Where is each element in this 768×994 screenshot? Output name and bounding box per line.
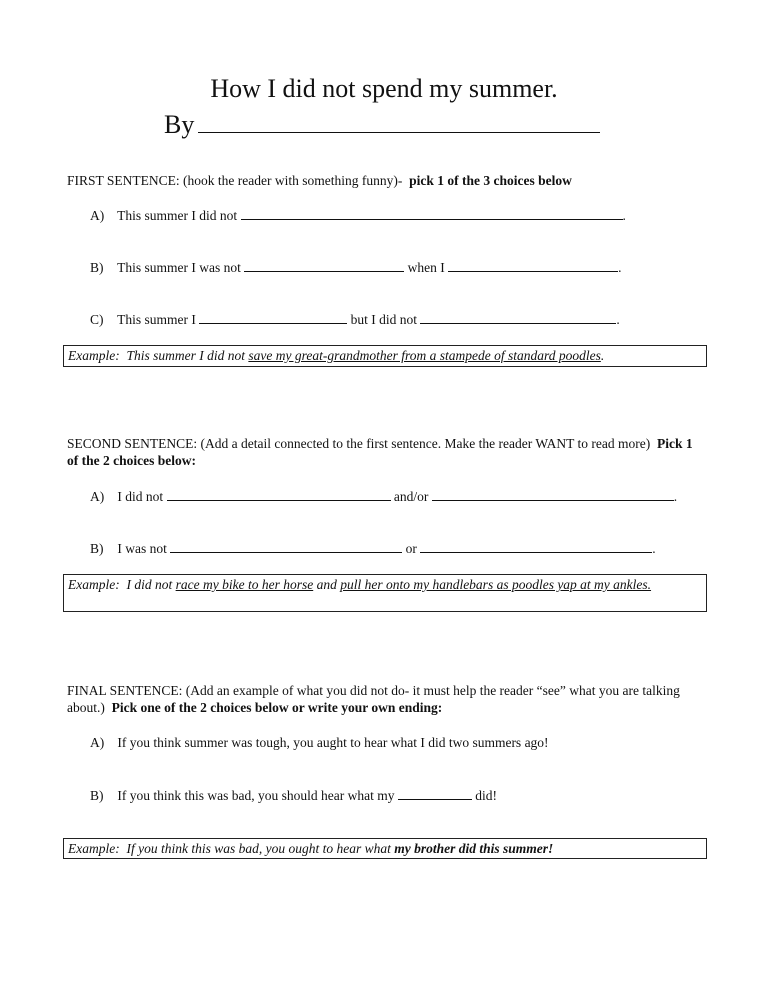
example-label: Example: [68,841,120,856]
option-end: . [652,541,656,556]
option-text-2: when I [407,260,445,275]
example-end: . [600,348,605,363]
option-text-2: and/or [393,489,429,504]
option-letter: A) [90,735,105,750]
final-example-box [63,838,707,859]
example-text-2: and [316,577,337,592]
second-heading-bold: Pick 1 of the 2 choices below: [67,436,693,468]
example-label: Example: [68,348,120,363]
example-label: Example: [68,577,120,592]
example-underlined-2: pull her onto my handlebars as poodles yap at my ankles. [340,577,652,592]
final-option-a [90,734,549,751]
option-text-2: did! [475,788,497,803]
page-title: How I did not spend my summer. [210,74,558,103]
option-end: . [616,312,620,327]
first-c-blank-2[interactable] [420,310,616,324]
option-end: . [618,260,622,275]
first-heading-text: FIRST SENTENCE: (hook the reader with something funny)- [67,173,403,188]
first-sentence-heading [67,172,572,189]
second-example-box [63,574,707,612]
first-option-b [90,258,622,276]
option-text: If you think summer was tough, you aught to hear what I did two summers ago! [117,735,549,750]
option-letter: B) [90,788,104,803]
option-text: This summer I was not [117,260,241,275]
final-option-b [90,786,497,804]
final-b-blank[interactable] [398,786,472,800]
second-sentence-heading [67,435,707,469]
first-option-c [90,310,620,328]
second-heading-text: SECOND SENTENCE: (Add a detail connected to the first sentence. Make the reader WANT to read more) [67,436,651,451]
second-option-b [90,539,656,557]
option-text-2: but I did not [350,312,418,327]
final-sentence-heading [67,682,707,716]
option-letter: C) [90,312,104,327]
option-text: I was not [117,541,167,556]
option-letter: B) [90,541,104,556]
second-b-blank-2[interactable] [420,539,652,553]
first-a-blank[interactable] [241,206,623,220]
first-heading-bold: pick 1 of the 3 choices below [409,173,572,188]
option-text-2: or [405,541,417,556]
author-name-blank[interactable] [198,108,600,133]
first-example-box [63,345,707,367]
option-text: This summer I [117,312,196,327]
example-text-1: I did not [126,577,173,592]
option-letter: B) [90,260,104,275]
option-end: . [622,208,626,223]
first-option-a [90,206,626,224]
example-text: If you think this was bad, you ought to hear what [126,841,391,856]
second-a-blank-1[interactable] [167,487,391,501]
second-b-blank-1[interactable] [170,539,402,553]
option-letter: A) [90,208,105,223]
option-end: . [673,489,678,504]
final-heading-bold: Pick one of the 2 choices below or write your own ending: [111,700,443,715]
example-underlined-1: race my bike to her horse [175,577,314,592]
second-option-a [90,487,677,505]
second-a-blank-2[interactable] [432,487,674,501]
final-heading-text: FINAL SENTENCE: (Add an example of what you did not do- it must help the reader “see” what you are talking about.) [67,683,680,715]
option-text: This summer I did not [117,208,238,223]
example-text: This summer I did not [126,348,245,363]
option-text: I did not [117,489,164,504]
first-b-blank-2[interactable] [448,258,618,272]
byline-label: By [164,110,195,139]
example-bold: my brother did this summer! [394,841,554,856]
first-b-blank-1[interactable] [244,258,404,272]
byline [164,108,600,140]
option-text: If you think this was bad, you should hear what my [117,788,395,803]
option-letter: A) [90,489,105,504]
first-c-blank-1[interactable] [199,310,347,324]
example-underlined: save my great-grandmother from a stampede of standard poodles [248,348,601,363]
